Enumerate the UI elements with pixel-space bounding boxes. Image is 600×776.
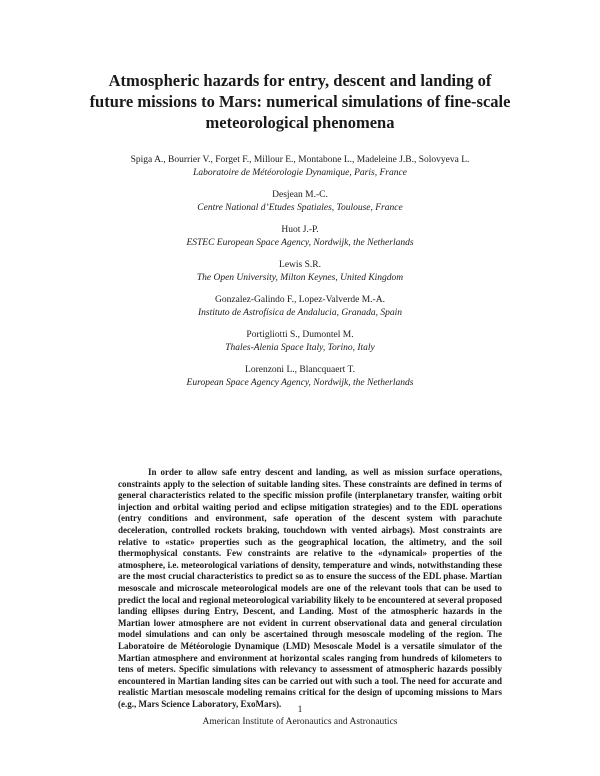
author-names: Huot J.-P. <box>281 225 319 235</box>
author-affiliation: European Space Agency Agency, Nordwijk, the Netherlands <box>186 377 414 388</box>
author-group <box>60 224 540 249</box>
author-affiliation: ESTEC European Space Agency, Nordwijk, the Netherlands <box>186 237 414 248</box>
title-line: future missions to Mars: numerical simulations of fine-scale <box>89 92 511 111</box>
author-group <box>60 259 540 284</box>
author-group <box>60 154 540 179</box>
title-line: meteorological phenomena <box>205 113 395 132</box>
author-affiliation: The Open University, Milton Keynes, United Kingdom <box>196 272 404 283</box>
author-names: Spiga A., Bourrier V., Forget F., Millour E., Montabone L., Madeleine J.B., Solovyeva L. <box>130 155 470 165</box>
author-group <box>60 329 540 354</box>
author-names: Desjean M.-C. <box>272 190 328 200</box>
author-affiliation: Laboratoire de Météorologie Dynamique, Paris, France <box>193 167 407 178</box>
abstract-text: In order to allow safe entry descent and landing, as well as mission surface operations, constraints apply to the selection of suitable landing sites. These constraints are defined in terms of general characteristics related to the specific mission profile (interplanetary transfer, waiting orbit injection and orbital waiting period and eclipse mitigation strategies) and to the EDL operations (entry conditions and environment, safe operation of the descent system with parachute deceleration, controlled rockets braking, touchdown with vented airbags). Most constraints are relative to «static» properties such as the geographical location, the altimetry, and the soil thermophysical constants. Few constraints are relative to the «dynamical» properties of the atmosphere, i.e. meteorological variations of density, temperature and winds, notwithstanding these are the most crucial characteristics to predict so as to ensure the success of the EDL phase. Martian mesoscale and microscale meteorological models are one of the relevant tools that can be used to predict the local and regional meteorological variability likely to be encountered at several proposed landing ellipses during Entry, Descent, and Landing. Most of the atmospheric hazards in the Martian lower atmosphere are not evident in current observational data and general circulation model simulations and can only be ascertained through mesoscale modeling of the region. The Laboratoire de Météorologie Dynamique (LMD) Mesoscale Model is a versatile simulator of the Martian atmosphere and environment at horizontal scales ranging from hundreds of kilometers to tens of meters. Specific simulations with relevancy to assessment of atmospheric hazards possibly encountered in Martian landing sites can be carried out with such a tool. The need for accurate and realistic Martian mesoscale modeling remains critical for the design of upcoming missions to Mars (e.g., Mars Science Laboratory, ExoMars). <box>118 467 502 709</box>
author-names: Gonzalez-Galindo F., Lopez-Valverde M.-A. <box>215 295 385 305</box>
author-group <box>60 189 540 214</box>
author-affiliation: Centre National d’Etudes Spatiales, Toulouse, France <box>197 202 403 213</box>
paper-title <box>60 70 540 133</box>
author-names: Portigliotti S., Dumontel M. <box>246 330 354 340</box>
page-number: 1 <box>297 705 303 715</box>
abstract <box>118 467 502 710</box>
author-affiliation: Instituto de Astrofísica de Andalucia, Granada, Spain <box>197 307 403 318</box>
author-group <box>60 294 540 319</box>
page-footer <box>100 704 500 728</box>
title-line: Atmospheric hazards for entry, descent and landing of <box>108 71 492 90</box>
author-names: Lorenzoni L., Blancquaert T. <box>245 365 355 375</box>
author-affiliation: Thales-Alenia Space Italy, Torino, Italy <box>225 342 375 353</box>
author-list <box>60 154 540 399</box>
publisher-line: American Institute of Aeronautics and Astronautics <box>202 717 398 727</box>
author-names: Lewis S.R. <box>279 260 321 270</box>
author-group <box>60 364 540 389</box>
